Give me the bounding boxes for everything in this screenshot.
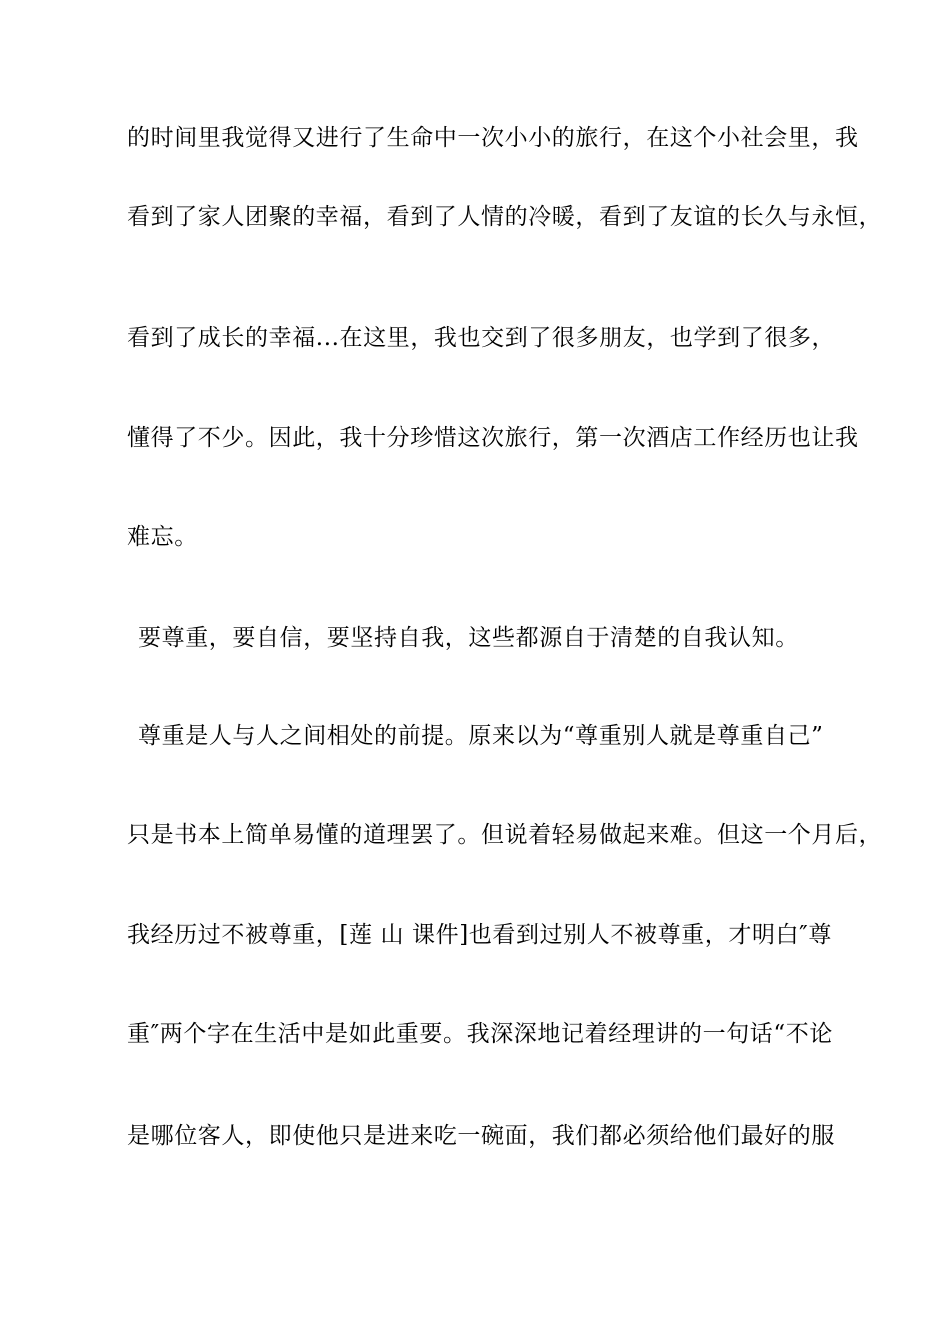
paragraph-line: 要尊重，要自信，要坚持自我，这些都源自于清楚的自我认知。 (138, 625, 799, 651)
text-line: 我经历过不被尊重，[莲 山 课件]也看到过别人不被尊重，才明白″尊 (127, 922, 832, 948)
text-line: 只是书本上简单易懂的道理罢了。但说着轻易做起来难。但这一个月后， (127, 822, 883, 848)
paragraph-line: 尊重是人与人之间相处的前提。原来以为“尊重别人就是尊重自己” (138, 723, 824, 749)
text-line: 懂得了不少。因此，我十分珍惜这次旅行，第一次酒店工作经历也让我 (127, 425, 859, 451)
text-line: 重″两个字在生活中是如此重要。我深深地记着经理讲的一句话“不论 (127, 1021, 833, 1047)
text-line: 看到了家人团聚的幸福，看到了人情的冷暖，看到了友谊的长久与永恒， (127, 204, 883, 230)
text-line: 的时间里我觉得又进行了生命中一次小小的旅行，在这个小社会里，我 (127, 125, 859, 151)
text-line: 是哪位客人，即使他只是进来吃一碗面，我们都必须给他们最好的服 (127, 1123, 835, 1149)
text-line: 看到了成长的幸福...在这里，我也交到了很多朋友，也学到了很多， (127, 325, 836, 351)
text-line: 难忘。 (127, 524, 198, 550)
